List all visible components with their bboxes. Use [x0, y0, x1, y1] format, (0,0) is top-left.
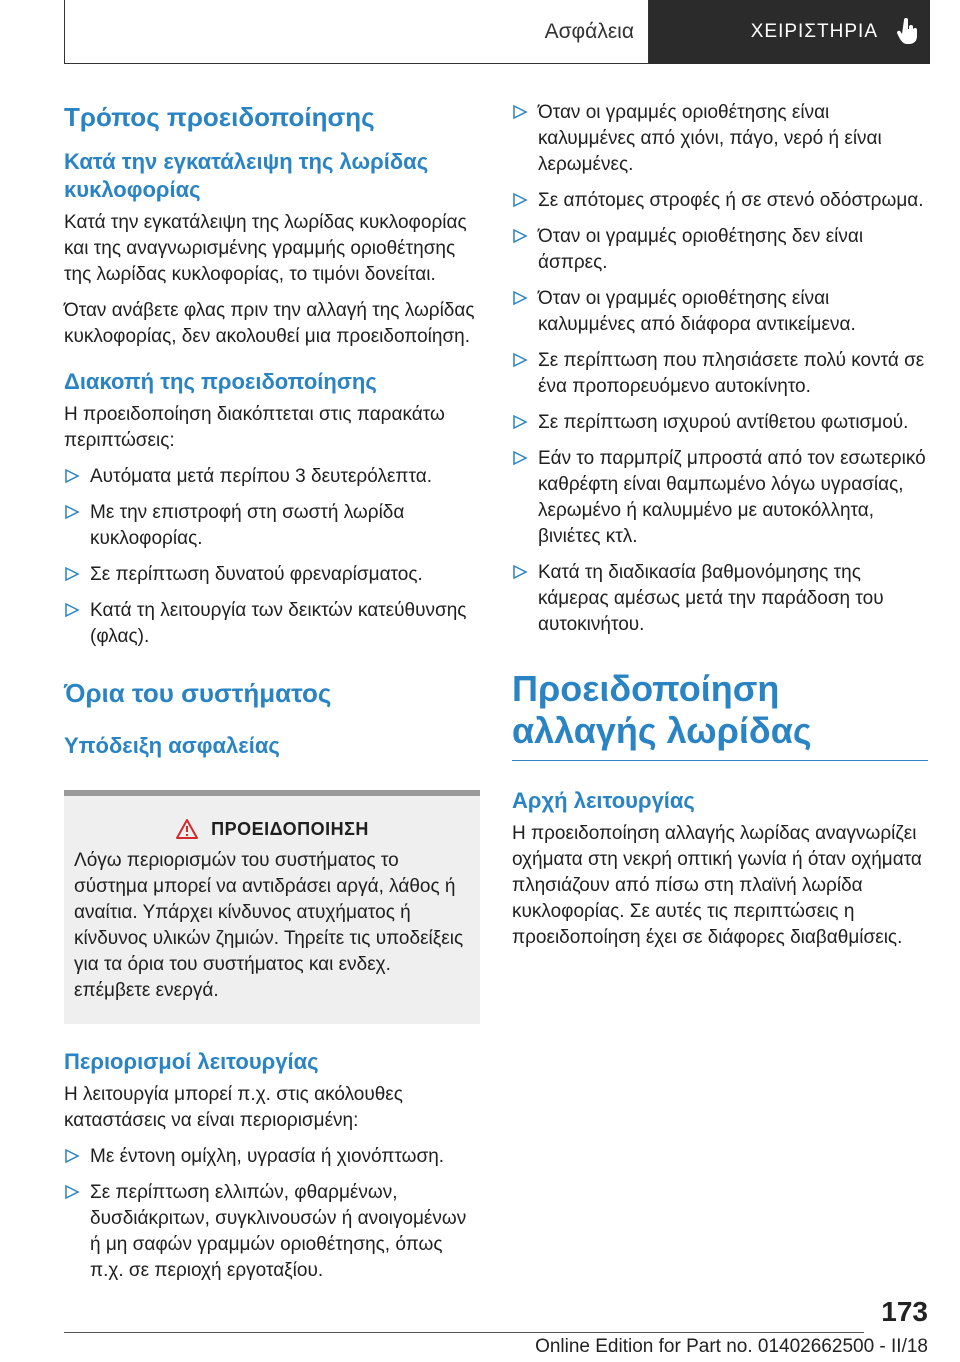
paragraph: Η προειδοποίηση αλλαγής λωρίδας αναγνωρίζει οχήματα στη νεκρή οπτική γωνία ή όταν οχήματα πλησιάζουν από πίσω στη πλαϊνή λωρίδα κυκλοφορίας. Σε αυτές τις περιπτώσεις η προειδοποίηση έχει σε διάφορες διαβαθμίσεις.: [512, 823, 922, 948]
left-column: [64, 100, 480, 1294]
footer-divider: [64, 1332, 864, 1333]
principle-heading: Αρχή λειτουργίας: [512, 788, 695, 813]
list-item: Σε περίπτωση που πλησιάσετε πολύ κοντά σε ένα προπορευόμενο αυτοκίνητο.: [512, 348, 928, 400]
safety-note-heading: Υπόδειξη ασφαλείας: [64, 733, 280, 758]
list-item: Κατά τη διαδικασία βαθμονόμησης της κάμερας αμέσως μετά την παράδοση του αυτοκινήτου.: [512, 560, 928, 638]
interruption-list: [64, 464, 480, 650]
warning-mode-title: Τρόπος προειδοποίησης: [64, 102, 375, 132]
right-column: [512, 100, 928, 961]
lane-departure-heading: Κατά την εγκατάλειψη της λωρίδας κυκλοφορίας: [64, 149, 429, 202]
list-item: Αυτόματα μετά περίπου 3 δευτερόλεπτα.: [64, 464, 480, 490]
warning-header: [74, 818, 470, 840]
paragraph: Κατά την εγκατάλειψη της λωρίδας κυκλοφορίας και της αναγνωρισμένης γραμμής οριοθέτησης της λωρίδας κυκλοφορίας, το τιμόνι δονείται.: [64, 212, 467, 285]
section-name: Ασφάλεια: [544, 19, 634, 43]
lane-change-warning-title: Προειδοποίηση αλλαγής λωρίδας: [512, 668, 812, 751]
triangle-bullet-icon: [64, 1182, 80, 1202]
list-item: Σε περίπτωση δυνατού φρεναρίσματος.: [64, 562, 480, 588]
triangle-bullet-icon: [64, 502, 80, 522]
triangle-bullet-icon: [512, 226, 528, 246]
chapter-name: ΧΕΙΡΙΣΤΗΡΙΑ: [750, 21, 878, 42]
list-item: Με έντονη ομίχλη, υγρασία ή χιονόπτωση.: [64, 1144, 480, 1170]
triangle-bullet-icon: [64, 466, 80, 486]
page-header: [64, 0, 930, 64]
triangle-bullet-icon: [64, 564, 80, 584]
warning-triangle-icon: [175, 818, 199, 840]
list-item: Σε απότομες στροφές ή σε στενό οδόστρωμα.: [512, 188, 928, 214]
system-limits-title: Όρια του συστήματος: [64, 678, 332, 708]
triangle-bullet-icon: [512, 448, 528, 468]
paragraph: Η προειδοποίηση διακόπτεται στις παρακάτω περιπτώσεις:: [64, 404, 445, 451]
section-label: [64, 0, 649, 64]
triangle-bullet-icon: [512, 102, 528, 122]
list-item: Με την επιστροφή στη σωστή λωρίδα κυκλοφορίας.: [64, 500, 480, 552]
paragraph: Η λειτουργία μπορεί π.χ. στις ακόλουθες καταστάσεις να είναι περιορισμένη:: [64, 1084, 403, 1131]
triangle-bullet-icon: [512, 190, 528, 210]
page-number: 173: [881, 1296, 928, 1327]
hand-pointer-icon: [896, 18, 920, 46]
triangle-bullet-icon: [64, 600, 80, 620]
restrictions-list-continued: [512, 100, 928, 638]
triangle-bullet-icon: [512, 350, 528, 370]
paragraph: Όταν ανάβετε φλας πριν την αλλαγή της λωρίδας κυκλοφορίας, δεν ακολουθεί μια προειδοποίηση.: [64, 300, 475, 347]
footer-text: Online Edition for Part no. 01402662500 - II/18: [535, 1336, 928, 1357]
interruption-heading: Διακοπή της προειδοποίησης: [64, 369, 377, 394]
list-item: Όταν οι γραμμές οριοθέτησης είναι καλυμμένες από χιόνι, πάγο, νερό ή είναι λερωμένες.: [512, 100, 928, 178]
warning-box: [64, 790, 480, 1024]
triangle-bullet-icon: [512, 412, 528, 432]
chapter-tab[interactable]: [649, 0, 930, 64]
triangle-bullet-icon: [512, 288, 528, 308]
list-item: Κατά τη λειτουργία των δεικτών κατεύθυνσης (φλας).: [64, 598, 480, 650]
list-item: Σε περίπτωση ισχυρού αντίθετου φωτισμού.: [512, 410, 928, 436]
triangle-bullet-icon: [64, 1146, 80, 1166]
warning-text: Λόγω περιορισμών του συστήματος το σύστημα μπορεί να αντιδράσει αργά, λάθος ή αναίτια. Υπάρχει κίνδυνος ατυχήματος ή κίνδυνος υλικών ζημιών. Τηρείτε τις υποδείξεις για τα όρια του συστήματος και ενδεχ. επέμβετε ενεργά.: [74, 850, 464, 1001]
triangle-bullet-icon: [512, 562, 528, 582]
title-rule: [512, 760, 928, 761]
list-item: Όταν οι γραμμές οριοθέτησης δεν είναι άσπρες.: [512, 224, 928, 276]
list-item: Όταν οι γραμμές οριοθέτησης είναι καλυμμένες από διάφορα αντικείμενα.: [512, 286, 928, 338]
warning-title: ΠΡΟΕΙΔΟΠΟΙΗΣΗ: [211, 818, 369, 839]
restrictions-heading: Περιορισμοί λειτουργίας: [64, 1049, 319, 1074]
restrictions-list: [64, 1144, 480, 1284]
list-item: Εάν το παρμπρίζ μπροστά από τον εσωτερικό καθρέφτη είναι θαμπωμένο λόγω υγρασίας, λερωμένο ή καλυμμένο με αυτοκόλλητα, βινιέτες κτλ.: [512, 446, 928, 550]
list-item: Σε περίπτωση ελλιπών, φθαρμένων, δυσδιάκριτων, συγκλινουσών ή ανοιγομένων ή μη σαφών γραμμών οριοθέτησης, όπως π.χ. σε περιοχή εργοταξίου.: [64, 1180, 480, 1284]
